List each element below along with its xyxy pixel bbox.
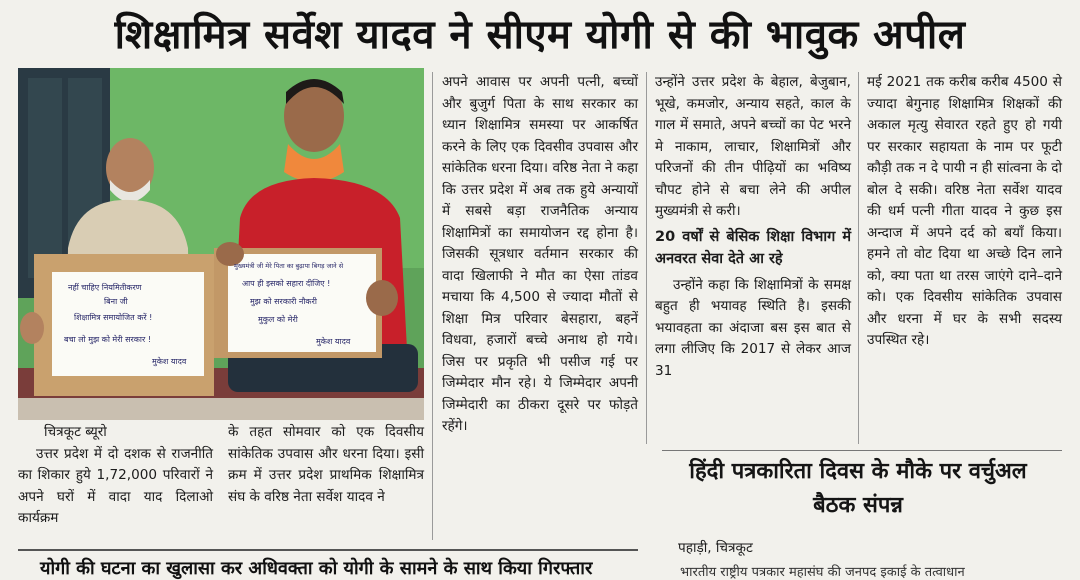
byline: चित्रकूट ब्यूरो [44, 424, 107, 440]
sign-right-line: मुझ को सरकारी नौकरी [250, 297, 317, 306]
article-column-3 [442, 72, 638, 438]
sign-left-line: मुकेश यादव [152, 357, 187, 366]
article-subheading: 20 वर्षों से बेसिक शिक्षा विभाग में अनवरत सेवा देते आ रहे [655, 228, 851, 267]
main-headline: शिक्षामित्र सर्वेश यादव ने सीएम योगी से की भावुक अपील [114, 12, 966, 58]
bottom-story-headline-strip [18, 549, 638, 579]
sign-right-line: मुकुल को मेरी [258, 315, 298, 324]
sign-right-line: मुख्यमंत्री जी मेरे पिता का बुढ़ापा बिगड़ जाने से [234, 262, 344, 270]
second-story-headline: हिंदी पत्रकारिता दिवस के मौके पर वर्चुअल बैठक संपन्न [689, 459, 1027, 518]
article-paragraph: अपने आवास पर अपनी पत्नी, बच्चों और बुजुर्ग पिता के साथ सरकार का ध्यान शिक्षामित्र समस्या पर आकर्षित करने के लिए एक दिवसीव उपवास और सांकेतिक धरना दिया। वरिष्ठ नेता ने कहा कि उत्तर प्रदेश में अब तक हुये अन्यायों में सबसे बड़ा राजनैतिक अन्याय शिक्षामित्रों का समायोजन रद्द होना है। जिसकी सूत्रधार वर्तमान सरकार की वादा खिलाफी ने मौत का ऐसा तांडव मचाया कि 4,500 से ज्यादा मौतों से शिक्षा मित्र परिवार बेसहारा, बहनें विधवा, हजारों बच्चे अनाथ हो गये। जिस पर प्रकृति भी पसीज गई पर जिम्मेदार मौन रहे। ये जिम्मेदार अपनी जिम्मेदारी का ठीकरा दूसरे पर फोड़ते रहेंगे। [442, 74, 638, 434]
article-paragraph: उन्होंने उत्तर प्रदेश के बेहाल, बेजुबान, भूखे, कमजोर, अन्याय सहते, काल के गाल में समाते, अपने बच्चों का पेट भरने मे नाकाम, लाचार, शिक्षामित्रों और परिजनों की तीन पीढ़ियों का भविष्य चौपट होने से बचा लेने की अपील मुख्यमंत्री से करी। [655, 74, 851, 219]
article-column-1 [18, 422, 213, 530]
article-paragraph: उत्तर प्रदेश में दो दशक से राजनीति का शिकार हुये 1,72,000 परिवारों ने अपने घरों में वादा याद दिलाओ कार्यक्रम [18, 445, 213, 526]
article-paragraph: उन्होंने कहा कि शिक्षामित्रों के समक्ष बहुत ही भयावह स्थिति है। इसकी भयावहता का अंदाजा बस इस बात से लगा लीजिए कि 2017 से लेकर आज 31 [655, 276, 851, 379]
bottom-story-headline: योगी की घटना का खुलासा कर अधिवक्ता को योगी के सामने के साथ किया गिरफ्तार [40, 558, 593, 579]
sign-left-line: बचा लो मुझ को मेरी सरकार ! [64, 335, 152, 344]
column-rule [858, 72, 859, 444]
article-paragraph: के तहत सोमवार को एक दिवसीय सांकेतिक उपवास और धरना दिया। इसी क्रम में उत्तर प्रदेश प्राथमिक शिक्षामित्र संघ के वरिष्ठ नेता सर्वेश यादव ने [228, 424, 424, 505]
article-paragraph: मई 2021 तक करीब करीब 4500 से ज्यादा बेगुनाह शिक्षामित्र शिक्षकों की अकाल मृत्यु सेवारत रहते हुए हो गयी पर सरकार सहायता के नाम पर फूटी कौड़ी तक न दे पायी न ही सांत्वना के दो बोल दे सकी। वरिष्ठ नेता सर्वेश यादव की धर्म पत्नी गीता यादव ने कुछ इस अन्दाज में अपने दर्द को बयाँ किया। हमने तो वोट दिया था अच्छे दिन लाने को, क्या पता था तरस जाएंगे दाने–दाने को। एक दिवसीय सांकेतिक उपवास और धरना में घर के सभी सदस्य उपस्थित रहे। [867, 74, 1062, 348]
sign-right-line: मुकेश यादव [316, 337, 351, 346]
news-photo [18, 68, 424, 420]
sign-right-line: आप ही इसको सहारा दीजिए ! [242, 279, 331, 288]
sign-left-line: बिना जी [104, 297, 128, 306]
article-column-5 [867, 72, 1062, 352]
second-story-text-cut: भारतीय राष्ट्रीय पत्रकार महासंघ की जनपद इकाई के तत्वाधान [680, 565, 965, 580]
column-rule [646, 72, 647, 444]
second-story-dateline: पहाड़ी, चित्रकूट [678, 540, 753, 556]
article-column-4 [655, 72, 851, 382]
sign-left-line: शिक्षामित्र समायोजित करें ! [74, 313, 153, 322]
sign-left-line: नहीं चाहिए नियमितीकरण [68, 283, 142, 292]
column-rule [432, 72, 433, 540]
article-column-2 [228, 422, 424, 508]
